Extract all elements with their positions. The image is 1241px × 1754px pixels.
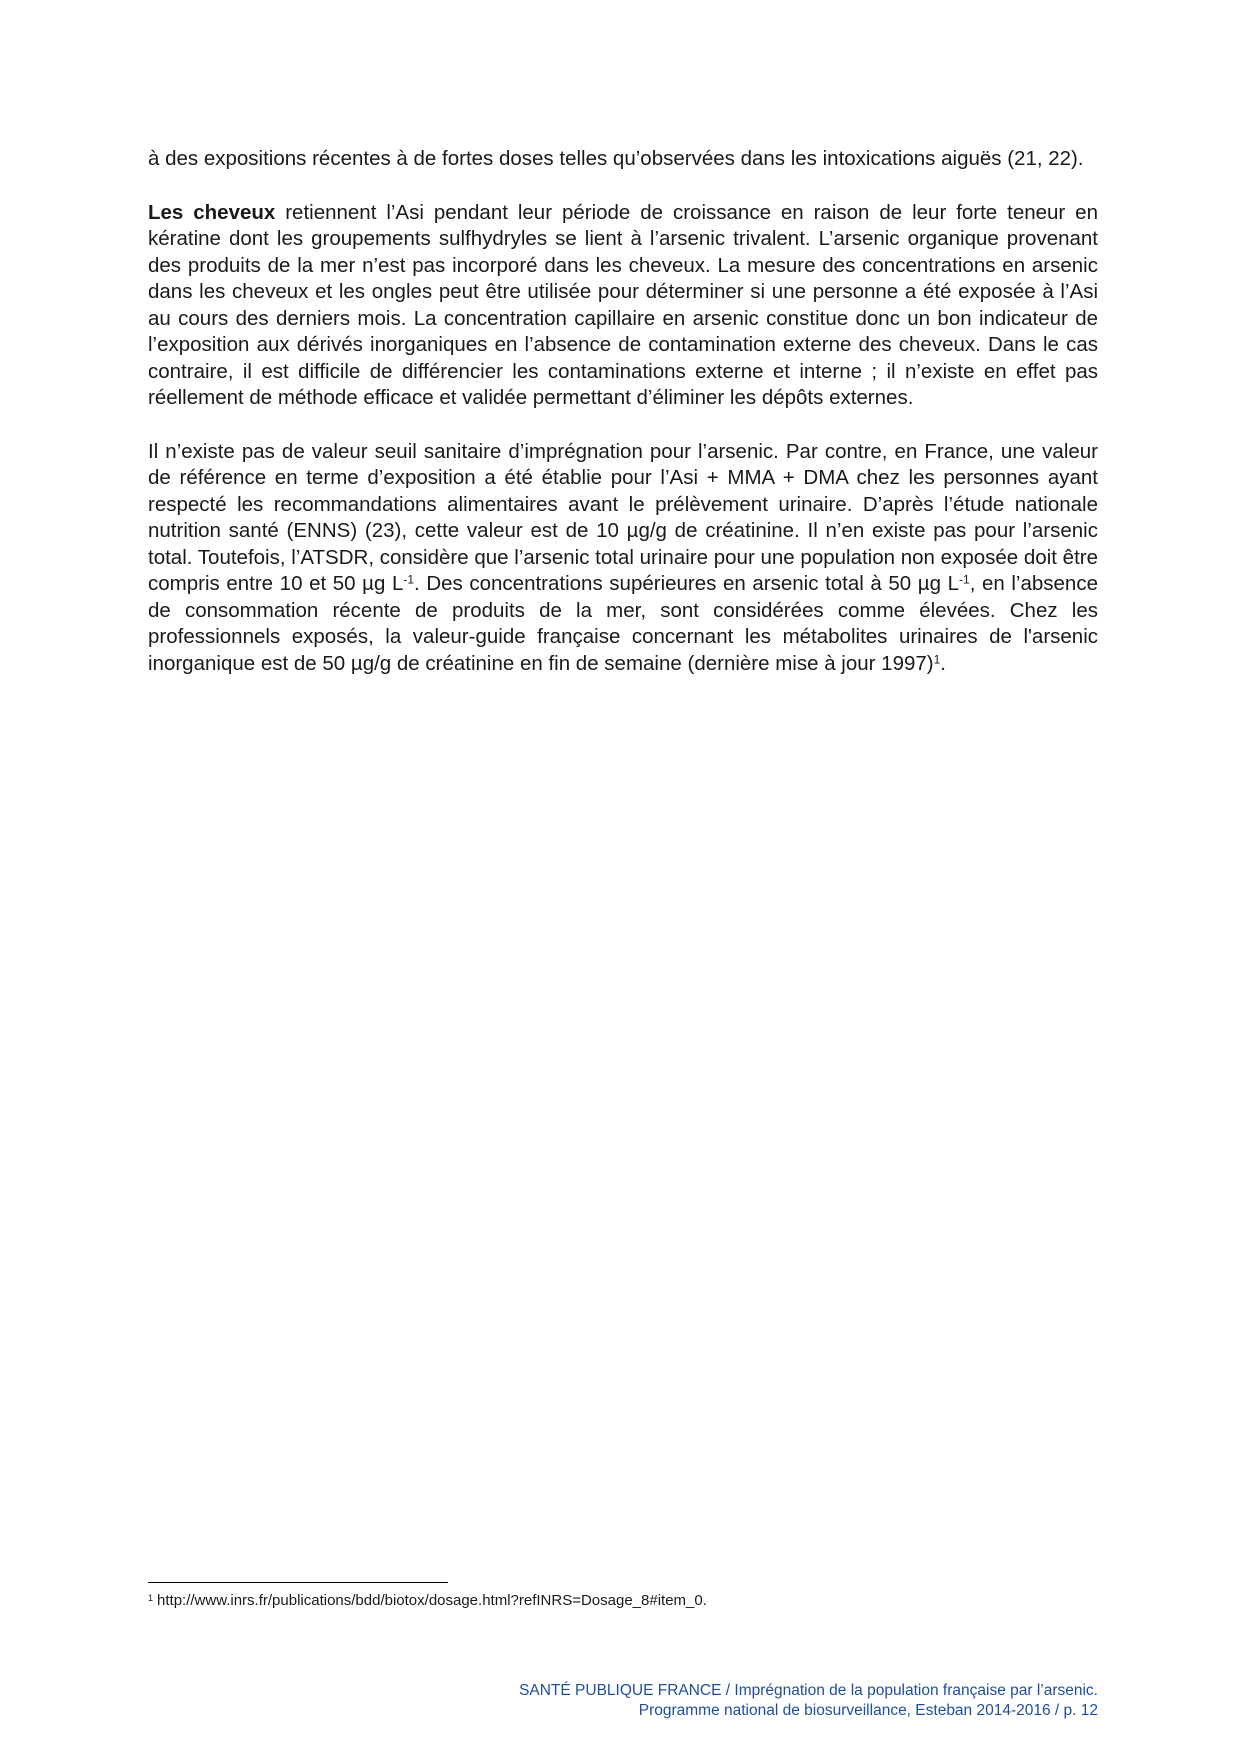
page-footer xyxy=(298,1681,1098,1721)
paragraph-text: . xyxy=(940,651,946,675)
superscript-exponent: -1 xyxy=(959,572,970,587)
paragraph-lead-term: Les cheveux xyxy=(148,200,276,224)
paragraph-text: , en l’absence de consommation récente de produits de la mer, sont considérées comme élevées. Chez les professionnels exposés, la valeur-guide française concernant les métabolites urinaires de l'arsenic inorganique est de 50 µg/g de créatinine en fin de semaine (dernière mise à jour 1997) xyxy=(148,572,1098,675)
superscript-exponent: -1 xyxy=(403,572,415,587)
paragraph-text: . Des concentrations supérieures en arsenic total à 50 µg L xyxy=(414,572,960,595)
footnote-marker: 1 xyxy=(148,1592,154,1603)
paragraph-hair xyxy=(148,200,1098,412)
footnote-reference[interactable]: 1 xyxy=(933,651,941,666)
paragraph-text: retiennent l’Asi pendant leur période de croissance en raison de leur forte teneur en kératine dont les groupements sulfhydryles se lient à l’arsenic trivalent. L’arsenic organique provenant des produits de la mer n’est pas incorporé dans les cheveux. La mesure des concentrations en arsenic dans les cheveux et les ongles peut être utilisée pour déterminer si une personne a été exposée à l’Asi au cours des derniers mois. La concentration capillaire en arsenic constitue donc un bon indicateur de l’exposition aux dérivés inorganiques en l’absence de contamination externe des cheveux. Dans le cas contraire, il est difficile de différencier les contaminations externe et interne ; il n’existe en effet pas réellement de méthode efficace et validée permettant d’éliminer les dépôts externes. xyxy=(148,200,1098,409)
footnote-separator xyxy=(148,1582,448,1583)
paragraph-text: Il n’existe pas de valeur seuil sanitaire d’imprégnation pour l’arsenic. Par contre, en France, une valeur de référence en terme d’exposition a été établie pour l’Asi + MMA + DMA chez les personnes ayant respecté les recommandations alimentaires avant le prélèvement urinaire. D’après l’étude nationale nutrition santé (ENNS) (23), cette valeur est de 10 µg/g de créatinine. Il n’en existe pas pour l’arsenic total. Toutefois, l’ATSDR, considère que l’arsenic total urinaire pour une population non exposée doit être compris entre 10 et 50 µg L xyxy=(148,439,1098,595)
body-text xyxy=(148,146,1098,704)
footer-program-page: Programme national de biosurveillance, Esteban 2014-2016 / p. 12 xyxy=(638,1702,1098,1719)
footer-publication-title: SANTÉ PUBLIQUE FRANCE / Imprégnation de la population française par l’arsenic. xyxy=(519,1682,1098,1699)
footnote xyxy=(148,1591,1098,1611)
paragraph-reference-values xyxy=(148,439,1098,678)
paragraph-text: à des expositions récentes à de fortes doses telles qu’observées dans les intoxications aiguës (21, 22). xyxy=(148,147,1084,170)
footnote-link[interactable]: http://www.inrs.fr/publications/bdd/biotox/dosage.html?refINRS=Dosage_8#item_0. xyxy=(157,1592,707,1609)
paragraph-continuation xyxy=(148,146,1098,173)
